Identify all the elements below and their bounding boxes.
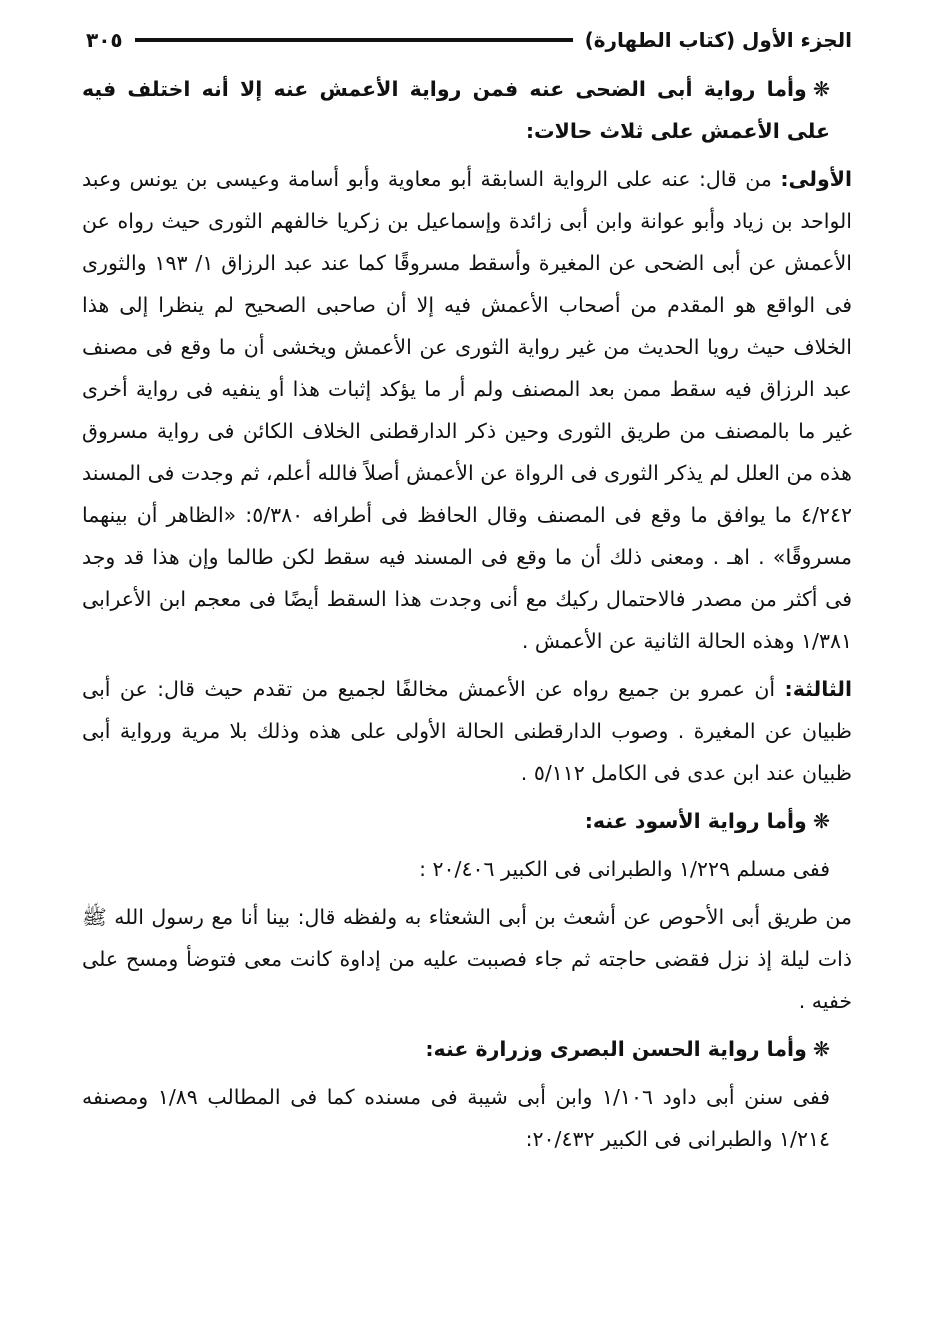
section-heading-al-aswad — [82, 800, 852, 842]
header-rule — [135, 38, 573, 42]
section-heading-al-hasan — [82, 1028, 852, 1070]
section-heading-abu-al-duha — [82, 68, 852, 152]
asterisk-icon: ❋ — [812, 809, 830, 833]
paragraph-third-case — [82, 668, 852, 794]
running-header — [82, 20, 852, 60]
paragraph-lead: الأولى: — [780, 167, 852, 191]
asterisk-icon: ❋ — [812, 1037, 830, 1061]
paragraph-text: ففى سنن أبى داود ١/١٠٦ وابن أبى شيبة فى مسنده كما فى المطالب ١/٨٩ ومصنفه ١/٢١٤ والطبرانى فى الكبير ٢٠/٤٣٢: — [82, 1085, 830, 1151]
asterisk-icon: ❋ — [812, 77, 830, 101]
paragraph-hadith-text — [82, 896, 852, 1022]
paragraph-first-case — [82, 158, 852, 662]
paragraph-text: أن عمرو بن جميع رواه عن الأعمش مخالفًا لجميع من تقدم حيث قال: عن أبى ظبيان عن المغيرة . وصوب الدارقطنى الحالة الأولى على هذه وذلك بلا مرية ورواية أبى ظبيان عند ابن عدى فى الكامل ٥/١١٢ . — [82, 677, 852, 785]
book-page — [82, 20, 852, 1310]
page-body — [82, 68, 852, 1160]
section-heading-text: وأما رواية أبى الضحى عنه فمن رواية الأعمش عنه إلا أنه اختلف فيه على الأعمش على ثلاث حالات: — [82, 77, 830, 143]
section-heading-text: وأما رواية الحسن البصرى وزرارة عنه: — [425, 1037, 807, 1061]
paragraph-text: من قال: عنه على الرواية السابقة أبو معاوية وأبو أسامة وعيسى بن يونس وعبد الواحد بن زياد وأبو عوانة وابن أبى زائدة وإسماعيل بن زكريا خالفهم الثورى حيث رواه عن الأعمش عن أبى الضحى عن المغيرة وأسقط مسروقًا كما عند عبد الرزاق ١/ ١٩٣ والثورى فى الواقع هو المقدم من أصحاب الأعمش فيه إلا أن صاحبى الصحيح لم ينظرا إلى هذا الخلاف حيث رويا الحديث من غير رواية الثورى عن الأعمش ويخشى أن ما وقع فى مصنف عبد الرزاق فيه سقط ممن بعد المصنف ولم أر ما يؤكد إثبات هذا أو ينفيه فى رواية أخرى غير ما بالمصنف من طريق الثورى وحين ذكر الدارقطنى الخلاف الكائن فى رواية مسروق هذه من العلل لم يذكر الثورى فى الرواة عن الأعمش أصلاً فالله أعلم، ثم وجدت فى المسند ٤/٢٤٢ ما يوافق ما وقع فى المصنف وقال الحافظ فى أطرافه ٥/٣٨٠: «الظاهر أن بينهما مسروقًا» . اهـ . ومعنى ذلك أن ما وقع فى المسند فيه سقط لكن طالما وإن هذا قد وجد فى أكثر من مصدر فالاحتمال ركيك مع أنى وجدت هذا السقط أيضًا فى معجم ابن الأعرابى ١/٣٨١ وهذه الحالة الثانية عن الأعمش . — [82, 167, 852, 653]
paragraph-sources-muslim — [82, 848, 852, 890]
paragraph-text: من طريق أبى الأحوص عن أشعث بن أبى الشعثاء به ولفظه قال: بينا أنا مع رسول الله ﷺ ذات ليلة إذ نزل فقضى حاجته ثم جاء فصببت عليه من إداوة كانت معى فتوضأ ومسح على خفيه . — [82, 905, 852, 1013]
paragraph-lead: الثالثة: — [784, 677, 852, 701]
section-heading-text: وأما رواية الأسود عنه: — [584, 809, 807, 833]
paragraph-text: ففى مسلم ١/٢٢٩ والطبرانى فى الكبير ٢٠/٤٠٦ : — [419, 857, 830, 881]
paragraph-sources-abu-dawud — [82, 1076, 852, 1160]
page-number: ٣٠٥ — [86, 28, 123, 52]
running-title: الجزء الأول (كتاب الطهارة) — [584, 28, 852, 52]
